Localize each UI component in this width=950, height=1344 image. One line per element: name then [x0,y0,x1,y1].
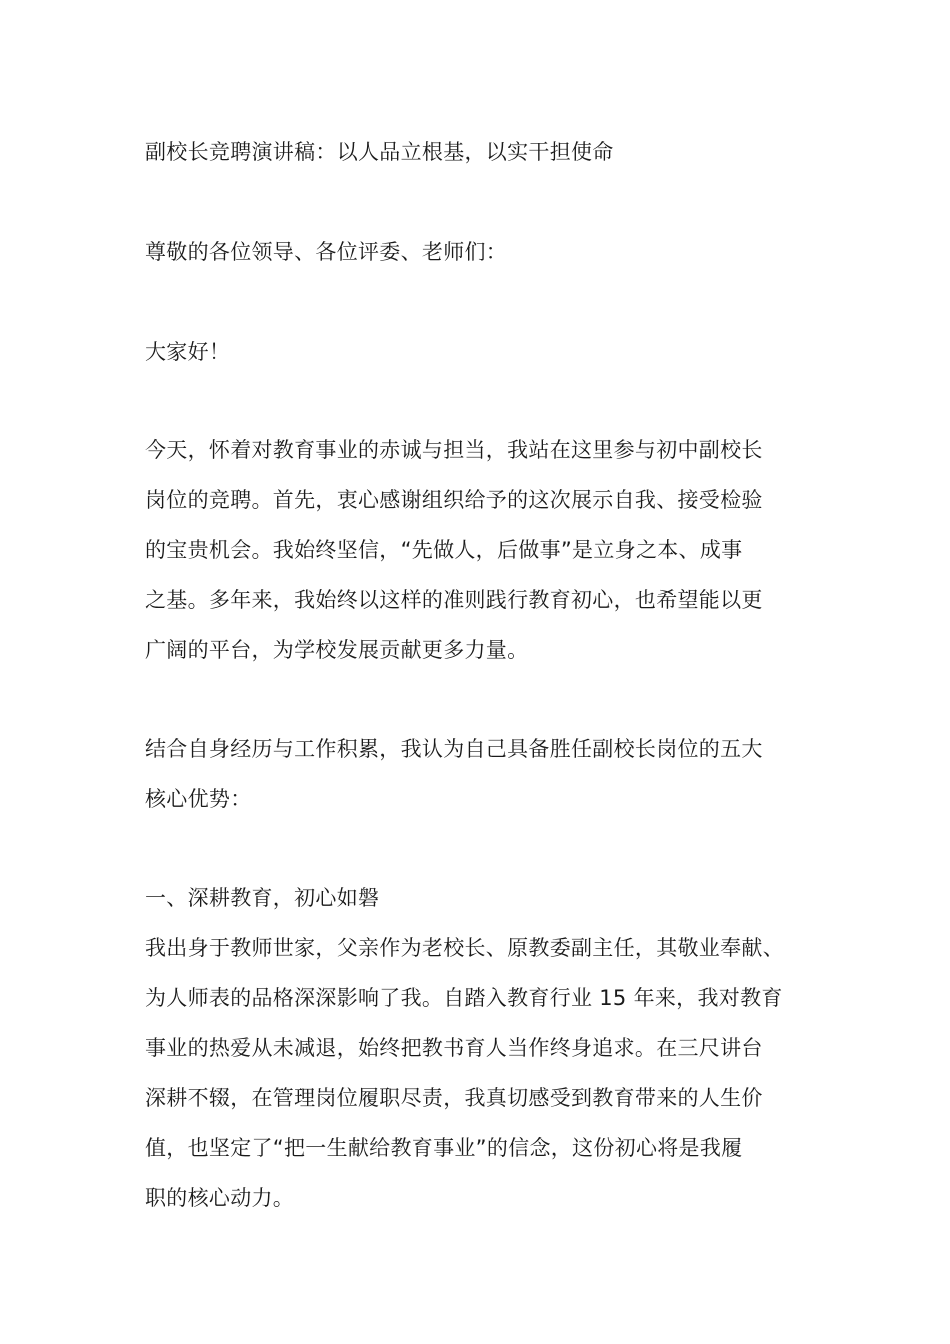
section-body-line: 为人师表的品格深深影响了我。自踏入教育行业 15 年来，我对教育 [145,986,783,1010]
section-body-line: 职的核心动力。 [145,1186,295,1210]
section-body-line: 事业的热爱从未减退，始终把教书育人当作终身追求。在三尺讲台 [145,1036,763,1060]
document-title: 副校长竞聘演讲稿：以人品立根基，以实干担使命 [145,140,614,164]
section-body-line: 我出身于教师世家，父亲作为老校长、原教委副主任，其敬业奉献、 [145,936,784,960]
intro-line: 之基。多年来，我始终以这样的准则践行教育初心，也希望能以更 [145,588,763,612]
advantages-intro-line: 结合自身经历与工作积累，我认为自己具备胜任副校长岗位的五大 [145,737,763,761]
intro-line: 的宝贵机会。我始终坚信，“先做人，后做事”是立身之本、成事 [145,538,743,562]
advantages-intro-line: 核心优势： [145,787,252,811]
intro-line: 广阔的平台，为学校发展贡献更多力量。 [145,638,529,662]
intro-line: 今天，怀着对教育事业的赤诚与担当，我站在这里参与初中副校长 [145,438,763,462]
section-heading: 一、深耕教育，初心如磐 [145,886,380,910]
section-body-line: 值，也坚定了“把一生献给教育事业”的信念，这份初心将是我履 [145,1136,743,1160]
section-body-line: 深耕不辍，在管理岗位履职尽责，我真切感受到教育带来的人生价 [145,1086,763,1110]
greeting: 大家好！ [145,340,231,364]
intro-line: 岗位的竞聘。首先，衷心感谢组织给予的这次展示自我、接受检验 [145,488,763,512]
salutation: 尊敬的各位领导、各位评委、老师们： [145,240,508,264]
